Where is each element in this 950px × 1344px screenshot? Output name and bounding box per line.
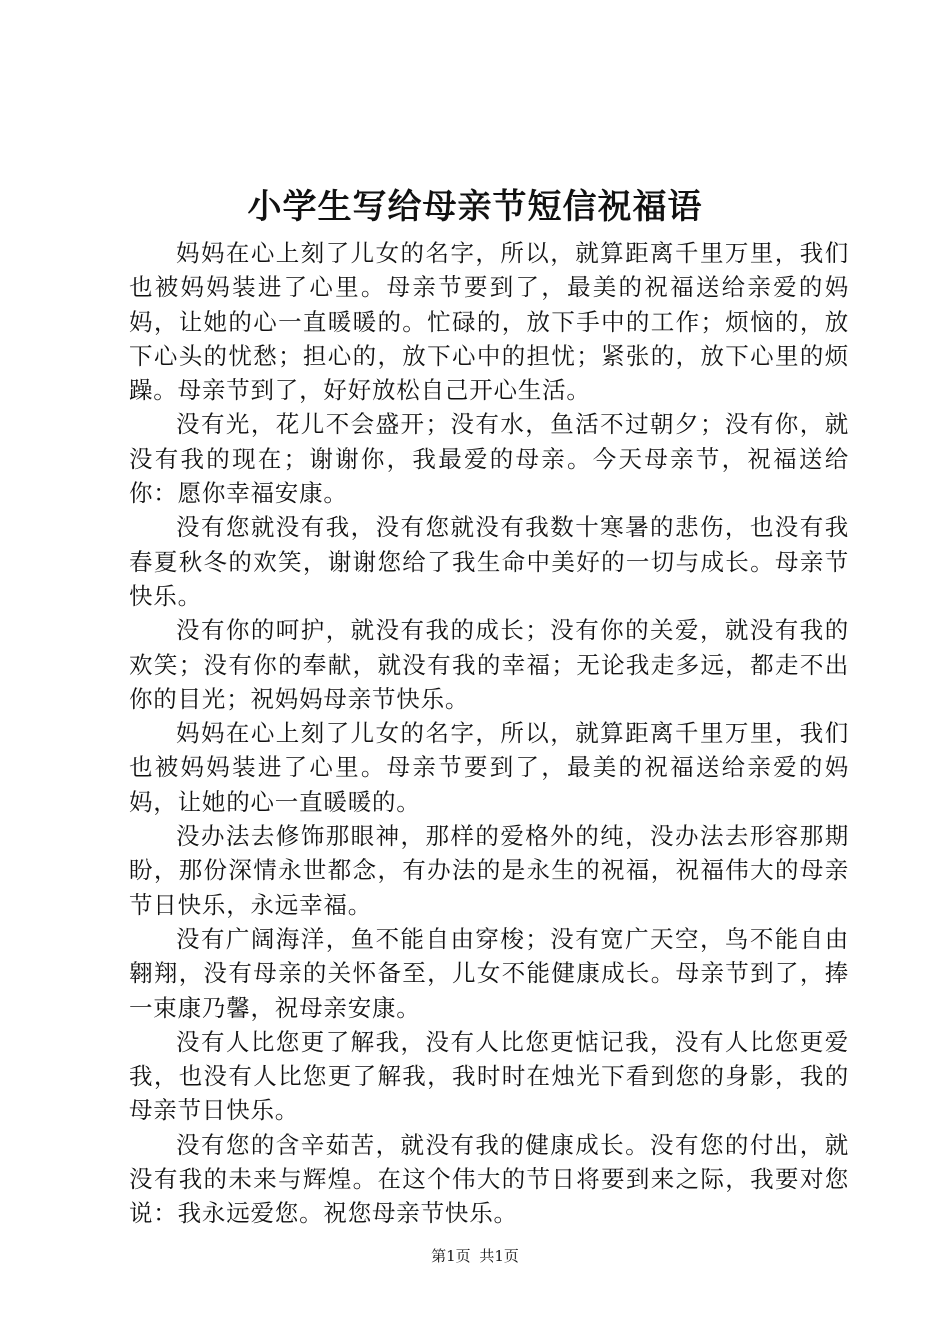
paragraph-2: 没有光，花儿不会盛开；没有水，鱼活不过朝夕；没有你，就没有我的现在；谢谢你，我最爱的母亲。今天母亲节，祝福送给你：愿你幸福安康。	[129, 410, 849, 508]
document-body	[129, 236, 849, 1231]
paragraph-7: 没有广阔海洋，鱼不能自由穿梭；没有宽广天空，鸟不能自由翱翔，没有母亲的关怀备至，儿女不能健康成长。母亲节到了，捧一束康乃馨，祝母亲安康。	[129, 924, 849, 1022]
paragraph-9: 没有您的含辛茹苦，就没有我的健康成长。没有您的付出，就没有我的未来与辉煌。在这个伟大的节日将要到来之际，我要对您说：我永远爱您。祝您母亲节快乐。	[129, 1130, 849, 1228]
page-footer	[0, 1246, 950, 1266]
paragraph-1: 妈妈在心上刻了儿女的名字，所以，就算距离千里万里，我们也被妈妈装进了心里。母亲节要到了，最美的祝福送给亲爱的妈妈，让她的心一直暖暖的。忙碌的，放下手中的工作；烦恼的，放下心头的忧愁；担心的，放下心中的担忧；紧张的，放下心里的烦躁。母亲节到了，好好放松自己开心生活。	[129, 239, 849, 405]
paragraph-3: 没有您就没有我，没有您就没有我数十寒暑的悲伤，也没有我春夏秋冬的欢笑，谢谢您给了我生命中美好的一切与成长。母亲节快乐。	[129, 513, 849, 610]
page-total: 共1页	[479, 1247, 519, 1265]
document-title: 小学生写给母亲节短信祝福语	[247, 187, 703, 227]
page-number: 第1页	[431, 1247, 471, 1265]
paragraph-6: 没办法去修饰那眼神，那样的爱格外的纯，没办法去形容那期盼，那份深情永世都念，有办法的是永生的祝福，祝福伟大的母亲节日快乐，永远幸福。	[129, 822, 849, 919]
paragraph-8: 没有人比您更了解我，没有人比您更惦记我，没有人比您更爱我，也没有人比您更了解我，我时时在烛光下看到您的身影，我的母亲节日快乐。	[129, 1027, 849, 1125]
paragraph-4: 没有你的呵护，就没有我的成长；没有你的关爱，就没有我的欢笑；没有你的奉献，就没有我的幸福；无论我走多远，都走不出你的目光；祝妈妈母亲节快乐。	[129, 616, 849, 713]
paragraph-5: 妈妈在心上刻了儿女的名字，所以，就算距离千里万里，我们也被妈妈装进了心里。母亲节要到了，最美的祝福送给亲爱的妈妈，让她的心一直暖暖的。	[129, 719, 849, 816]
